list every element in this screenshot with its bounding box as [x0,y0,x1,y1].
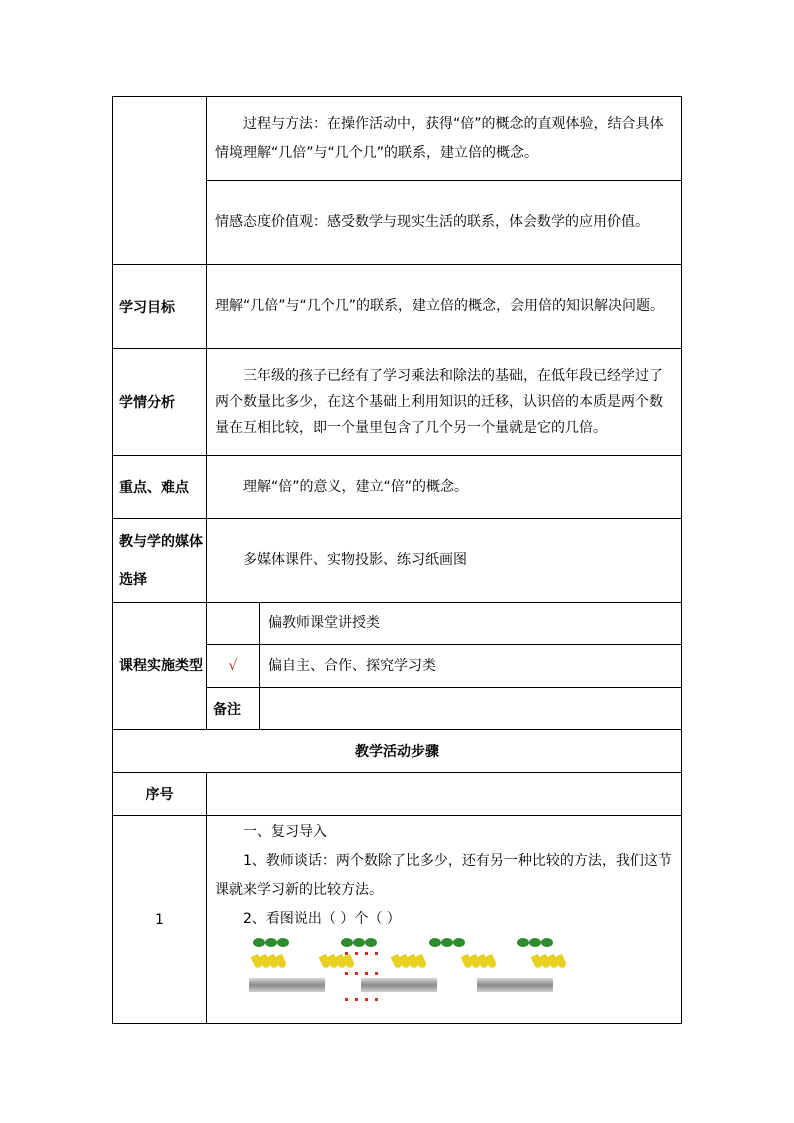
objective-label-cell [113,97,207,265]
banana-group [533,954,581,968]
course-type-check-mark: √ [207,645,260,688]
pepper-group [341,936,411,948]
banana-group [463,954,511,968]
media-text: 多媒体课件、实物投影、练习纸画图 [207,519,682,603]
step-heading: 一、复习导入 [243,824,327,840]
course-type-row-1 [113,603,682,645]
objective-row-process [113,97,682,181]
pepper-group [517,936,587,948]
fruit-picture [215,936,673,1006]
red-dots [345,996,415,1002]
seq-header-content [207,773,682,816]
lesson-plan-table [112,96,682,1024]
learner-analysis-label: 学情分析 [113,349,207,456]
step-row [113,816,682,1024]
remark-label: 备注 [207,688,260,730]
seq-header-row [113,773,682,816]
learning-goal-text: 理解“几倍”与“几个几”的联系，建立倍的概念，会用倍的知识解决问题。 [207,265,682,349]
media-label: 教与学的媒体选择 [113,519,207,603]
course-type-mark-empty [207,603,260,645]
step-item-1: 1、教师谈话：两个数除了比多少，还有另一种比较的方法，我们这节课就来学习新的比较方法。 [215,853,672,898]
remark-value [260,688,682,730]
pencil-group [249,978,325,992]
step-number: 1 [113,816,207,1024]
learning-goal-label: 学习目标 [113,265,207,349]
banana-group [321,954,369,968]
course-type-option-2: 偏自主、合作、探究学习类 [260,645,682,688]
red-dots [345,970,415,976]
course-type-label: 课程实施类型 [113,603,207,730]
steps-title-row [113,730,682,773]
process-method-text: 过程与方法：在操作活动中，获得“倍”的概念的直观体验，结合具体情境理解“几倍”与“几个几”的联系，建立倍的概念。 [207,97,682,181]
seq-label: 序号 [113,773,207,816]
pepper-group [429,936,499,948]
banana-group [393,954,441,968]
step-content [207,816,682,1024]
course-type-option-1: 偏教师课堂讲授类 [260,603,682,645]
steps-title: 教学活动步骤 [113,730,682,773]
emotion-values-text: 情感态度价值观：感受数学与现实生活的联系，体会数学的应用价值。 [207,181,682,265]
step-item-2: 2、看图说出（ ）个（ ） [243,911,401,927]
key-points-label: 重点、难点 [113,456,207,519]
pencil-group [477,978,553,992]
learner-analysis-text: 三年级的孩子已经有了学习乘法和除法的基础，在低年段已经学过了两个数量比多少，在这个基础上利用知识的迁移，认识倍的本质是两个数量在互相比较，即一个量里包含了几个另一个量就是它的几倍。 [207,349,682,456]
learner-analysis-row [113,349,682,456]
pencil-group [361,978,437,992]
key-points-row [113,456,682,519]
pepper-group [253,936,323,948]
media-row [113,519,682,603]
key-points-text: 理解“倍”的意义，建立“倍”的概念。 [207,456,682,519]
learning-goal-row [113,265,682,349]
banana-group [253,954,301,968]
